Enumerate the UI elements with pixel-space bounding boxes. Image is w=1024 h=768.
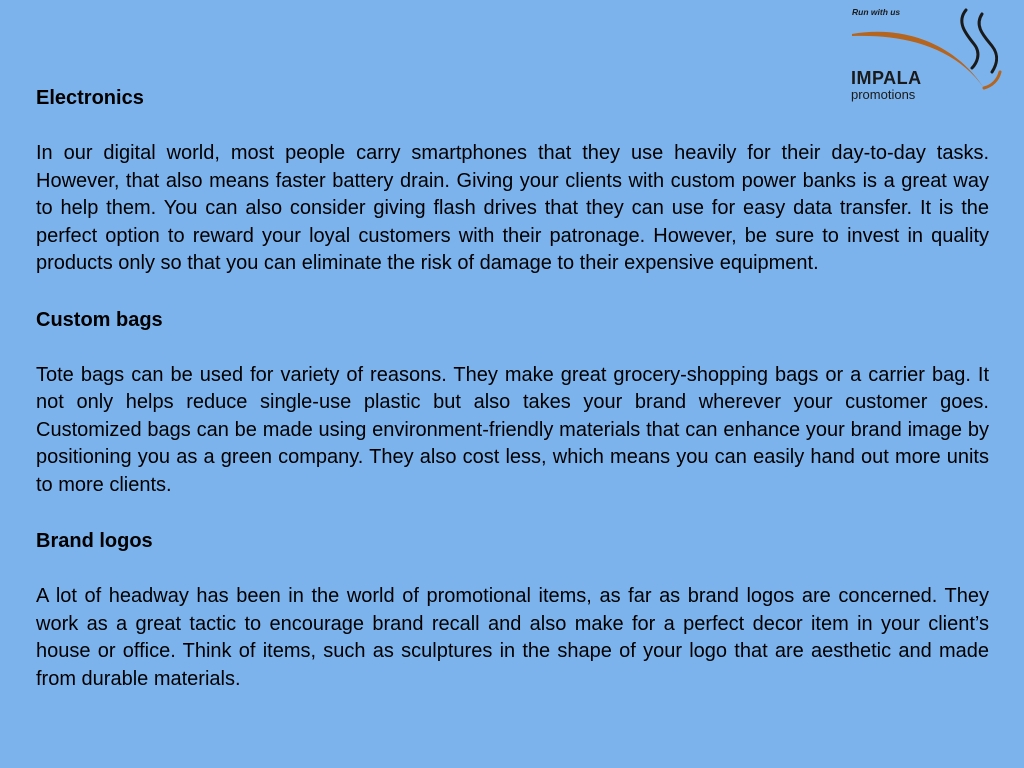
document-body [36,84,989,721]
section-heading: Custom bags [36,308,163,331]
horn-right-icon [979,14,997,72]
section-electronics [36,84,989,278]
section-brand-logos [36,527,989,693]
horn-left-icon [962,10,978,68]
logo-subbrand: promotions [851,87,916,102]
section-heading: Electronics [36,87,144,109]
logo-tagline: Run with us [852,7,901,17]
section-custom-bags [36,306,989,500]
section-paragraph: Tote bags can be used for variety of reasons. They make great grocery-shopping bags or a carrier bag. It not only helps reduce single-use plastic but also takes your brand wherever your customer goes. Customized bags can be made using environment-friendly materials that can enhance your brand image by positioning you as a green company. They also cost less, which means you can easily hand out more units to more clients. [36,363,989,496]
section-heading: Brand logos [36,530,153,552]
section-paragraph: A lot of headway has been in the world of promotional items, as far as brand logos are concerned. They work as a great tactic to encourage brand recall and also make for a perfect decor item in your client’s house or office. Think of items, such as sculptures in the shape of your logo that are aesthetic and made from durable materials. [36,585,989,690]
logo-brand: IMPALA [851,68,922,88]
section-paragraph: In our digital world, most people carry smartphones that they use heavily for their day-to-day tasks. However, that also means faster battery drain. Giving your clients with custom power banks is a great way to help them. You can also consider giving flash drives that they can use for easy data transfer. It is the perfect option to reward your loyal customers with their patronage. However, be sure to invest in quality products only so that you can eliminate the risk of damage to their expensive equipment. [36,142,989,274]
